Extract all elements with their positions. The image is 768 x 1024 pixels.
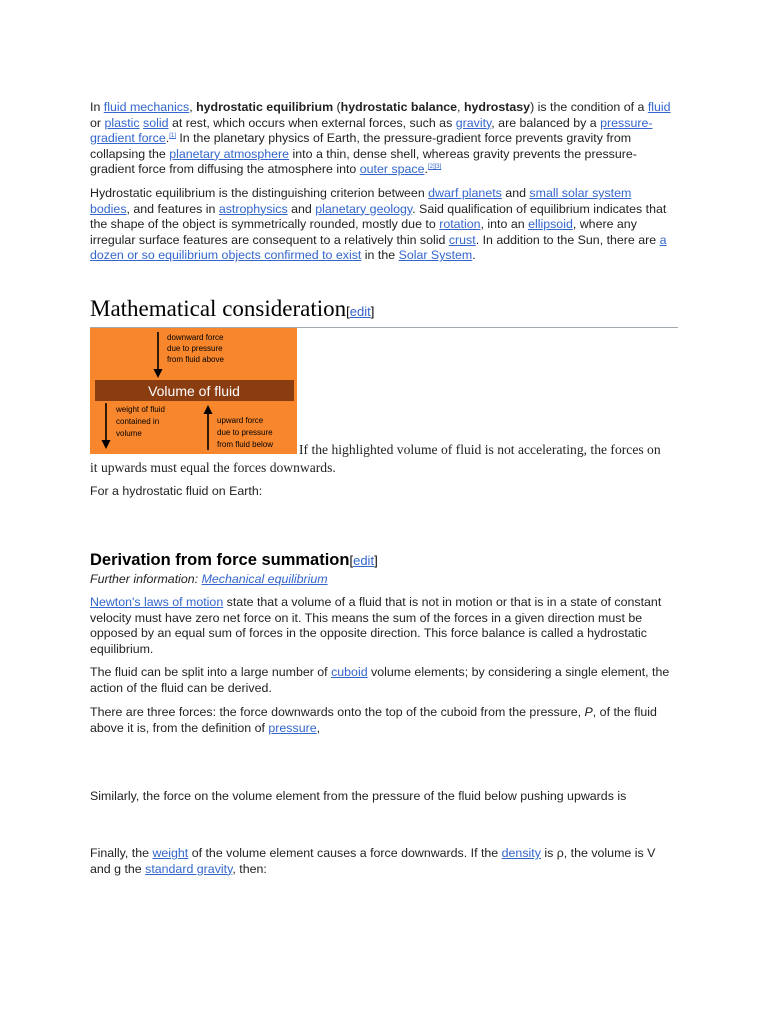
text: , are balanced by a: [491, 115, 601, 130]
section-heading-derivation: [90, 549, 378, 572]
link-pressure-gradient-force[interactable]: pressure-gradient force: [90, 115, 653, 146]
edit-bracket: [: [346, 304, 350, 319]
label-downward-force-line1: downward force: [167, 333, 224, 342]
intro-paragraph-1: [90, 100, 672, 178]
further-information-note: [90, 572, 328, 588]
link-fluid[interactable]: fluid: [647, 100, 671, 114]
link-small-solar-system-bodies[interactable]: small solar system bodies: [90, 186, 632, 216]
link-standard-gravity[interactable]: standard gravity: [145, 861, 233, 876]
paragraph-upward-force: Similarly, the force on the volume element from the pressure of the fluid below pushing upwards is: [90, 789, 627, 803]
link-density[interactable]: density: [501, 846, 541, 860]
text: Finally, the: [90, 846, 153, 860]
edit-bracket: ]: [370, 304, 375, 319]
text: and: [287, 201, 316, 216]
link-fluid-mechanics[interactable]: fluid mechanics: [103, 100, 190, 114]
link-equilibrium-objects[interactable]: a dozen or so equilibrium objects confirmed to exist: [90, 232, 667, 263]
label-upward-force-line3: from fluid below: [217, 440, 274, 449]
text: volume elements; by considering a single element, the action of the fluid can be derived.: [90, 665, 670, 695]
intro-paragraph-2: [90, 186, 672, 264]
text: , where any irregular surface features are consequent to a relatively thin solid: [90, 217, 637, 247]
label-upward-force-line1: upward force: [217, 416, 264, 425]
link-planetary-atmosphere[interactable]: planetary atmosphere: [169, 146, 290, 161]
edit-bracket: [: [349, 553, 354, 568]
text: In the planetary physics of Earth, the pressure-gradient force prevents gravity from collapsing the: [90, 131, 632, 161]
text: ) is the condition of a: [530, 100, 648, 114]
text: (: [333, 100, 341, 114]
text: , of the fluid above it is, from the definition of: [90, 705, 657, 735]
label-downward-force-line2: due to pressure: [167, 344, 223, 353]
link-rotation[interactable]: rotation: [439, 217, 481, 232]
link-mechanical-equilibrium[interactable]: Mechanical equilibrium: [201, 572, 328, 586]
text: or: [90, 115, 105, 130]
text: ,: [457, 100, 464, 114]
text: There are three forces: the force downwards onto the top of the cuboid from the pressure,: [90, 705, 585, 719]
edit-section-link: [349, 553, 377, 568]
link-solar-system[interactable]: Solar System: [398, 248, 473, 263]
text: , and features in: [126, 201, 219, 216]
term-hydrostasy: hydrostasy: [463, 100, 531, 114]
text: ,: [189, 100, 197, 114]
text: , into an: [480, 217, 529, 232]
paragraph-weight: [90, 846, 672, 877]
edit-link[interactable]: edit: [353, 553, 375, 568]
term-hydrostatic-balance: hydrostatic balance: [340, 100, 458, 114]
link-dwarf-planets[interactable]: dwarf planets: [428, 186, 502, 200]
text: of the volume element causes a force downwards. If the: [188, 846, 502, 860]
text: . Said qualification of equilibrium indicates that the shape of the object is symmetrically rounded, mostly due to: [90, 201, 667, 232]
link-gravity[interactable]: gravity: [455, 115, 492, 130]
link-pressure[interactable]: pressure: [268, 720, 317, 735]
link-weight[interactable]: weight: [152, 846, 189, 860]
label-weight-line2: contained in: [116, 417, 160, 426]
text: .: [424, 162, 428, 177]
link-solid[interactable]: solid: [143, 115, 169, 130]
text: at rest, which occurs when external forces, such as: [168, 115, 456, 130]
label-weight-line3: volume: [116, 429, 142, 438]
text: Hydrostatic equilibrium is the distinguishing criterion between: [90, 186, 429, 200]
variable-p: P: [584, 705, 593, 719]
link-planetary-geology[interactable]: planetary geology: [315, 201, 413, 216]
link-cuboid[interactable]: cuboid: [331, 665, 368, 679]
text: ,: [316, 720, 321, 735]
term-hydrostatic-equilibrium: hydrostatic equilibrium: [196, 100, 334, 114]
label-downward-force-line3: from fluid above: [167, 355, 224, 364]
text: The fluid can be split into a large number of: [90, 665, 332, 679]
text: and: [501, 186, 530, 200]
text: . In addition to the Sun, there are: [475, 232, 660, 247]
text: In: [90, 100, 104, 114]
link-plastic[interactable]: plastic: [104, 115, 140, 130]
text: in the: [361, 248, 399, 263]
text: Further information:: [90, 572, 202, 586]
paragraph-three-forces: [90, 705, 672, 736]
edit-link[interactable]: edit: [349, 304, 371, 319]
heading-text: Mathematical consideration: [90, 296, 347, 321]
edit-bracket: ]: [374, 553, 378, 568]
paragraph-hydrostatic-fluid-earth: For a hydrostatic fluid on Earth:: [90, 484, 263, 498]
link-crust[interactable]: crust: [448, 232, 476, 247]
text: state that a volume of a fluid that is not in motion or that is in a state of constant velocity must have zero net force on it. This means the sum of the forces in a given direction must be opposed by an equal sum of forces in the opposite direction. This force balance is called a hydrostatic equilibrium.: [90, 595, 662, 656]
label-weight-line1: weight of fluid: [116, 405, 165, 414]
citation-ref[interactable]: [2][3]: [427, 164, 442, 171]
text: .: [165, 131, 170, 146]
citation-ref[interactable]: [1]: [169, 133, 176, 140]
text: , then:: [232, 861, 267, 876]
link-outer-space[interactable]: outer space: [359, 162, 425, 177]
text: into a thin, dense shell, whereas gravity prevents the pressure-gradient force from diffusing the atmosphere into: [90, 146, 637, 177]
link-astrophysics[interactable]: astrophysics: [218, 201, 288, 216]
volume-of-fluid-label: Volume of fluid: [148, 383, 240, 399]
text: .: [472, 248, 476, 263]
paragraph-newtons-laws: [90, 595, 672, 657]
label-upward-force-line2: due to pressure: [217, 428, 273, 437]
figure-caption: If the highlighted volume of fluid is not accelerating, the forces on it upwards must equal the forces downwards.: [90, 442, 661, 475]
link-ellipsoid[interactable]: ellipsoid: [528, 217, 573, 232]
edit-section-link: [346, 304, 374, 319]
text: is ρ, the volume is V and g the: [90, 846, 656, 876]
link-newtons-laws[interactable]: Newton's laws of motion: [90, 595, 224, 609]
paragraph-cuboid: [90, 665, 672, 696]
heading-text: Derivation from force summation: [90, 551, 350, 569]
section-heading-mathematical-consideration: [90, 294, 678, 328]
hydrostatic-diagram: [90, 328, 297, 454]
